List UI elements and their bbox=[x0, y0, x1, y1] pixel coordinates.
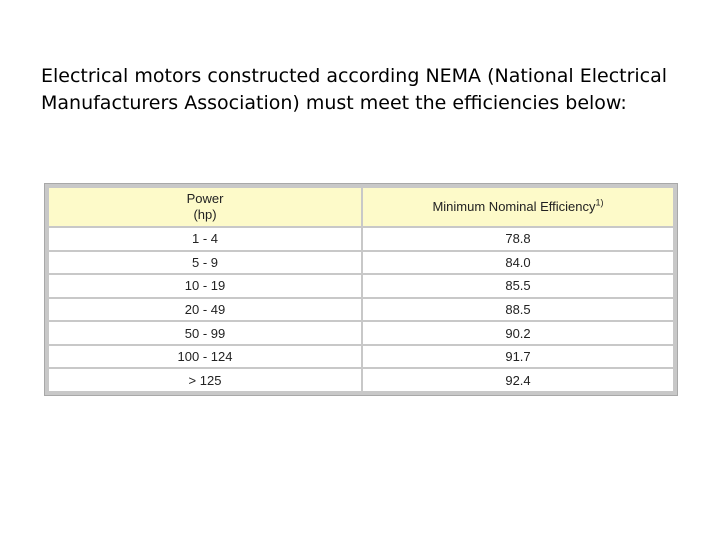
table-row bbox=[49, 228, 673, 250]
efficiency-cell: 88.5 bbox=[363, 299, 673, 321]
efficiency-column-header bbox=[363, 188, 673, 226]
efficiency-header-label: Minimum Nominal Efficiency bbox=[432, 199, 596, 214]
power-cell: 20 - 49 bbox=[49, 299, 361, 321]
efficiency-cell: 78.8 bbox=[363, 228, 673, 250]
efficiency-table bbox=[47, 186, 675, 393]
power-header-label: Power bbox=[186, 191, 224, 206]
table-row bbox=[49, 322, 673, 344]
table-row bbox=[49, 275, 673, 297]
power-cell: 10 - 19 bbox=[49, 275, 361, 297]
table-row bbox=[49, 299, 673, 321]
power-cell: 50 - 99 bbox=[49, 322, 361, 344]
power-column-header bbox=[49, 188, 361, 226]
power-cell: 1 - 4 bbox=[49, 228, 361, 250]
power-header-unit: (hp) bbox=[193, 207, 217, 222]
table-row bbox=[49, 346, 673, 368]
table-header-row bbox=[49, 188, 673, 226]
power-cell: 100 - 124 bbox=[49, 346, 361, 368]
efficiency-cell: 84.0 bbox=[363, 252, 673, 274]
power-cell: 5 - 9 bbox=[49, 252, 361, 274]
efficiency-cell: 91.7 bbox=[363, 346, 673, 368]
efficiency-footnote-marker: 1) bbox=[595, 197, 604, 208]
efficiency-cell: 92.4 bbox=[363, 369, 673, 391]
efficiency-cell: 90.2 bbox=[363, 322, 673, 344]
table-row bbox=[49, 252, 673, 274]
power-cell: > 125 bbox=[49, 369, 361, 391]
efficiency-table-container bbox=[44, 183, 678, 396]
intro-paragraph: Electrical motors constructed according NEMA (National Electrical Manufacturers Association) must meet the efficiencies below: bbox=[41, 65, 668, 114]
efficiency-cell: 85.5 bbox=[363, 275, 673, 297]
table-row bbox=[49, 369, 673, 391]
